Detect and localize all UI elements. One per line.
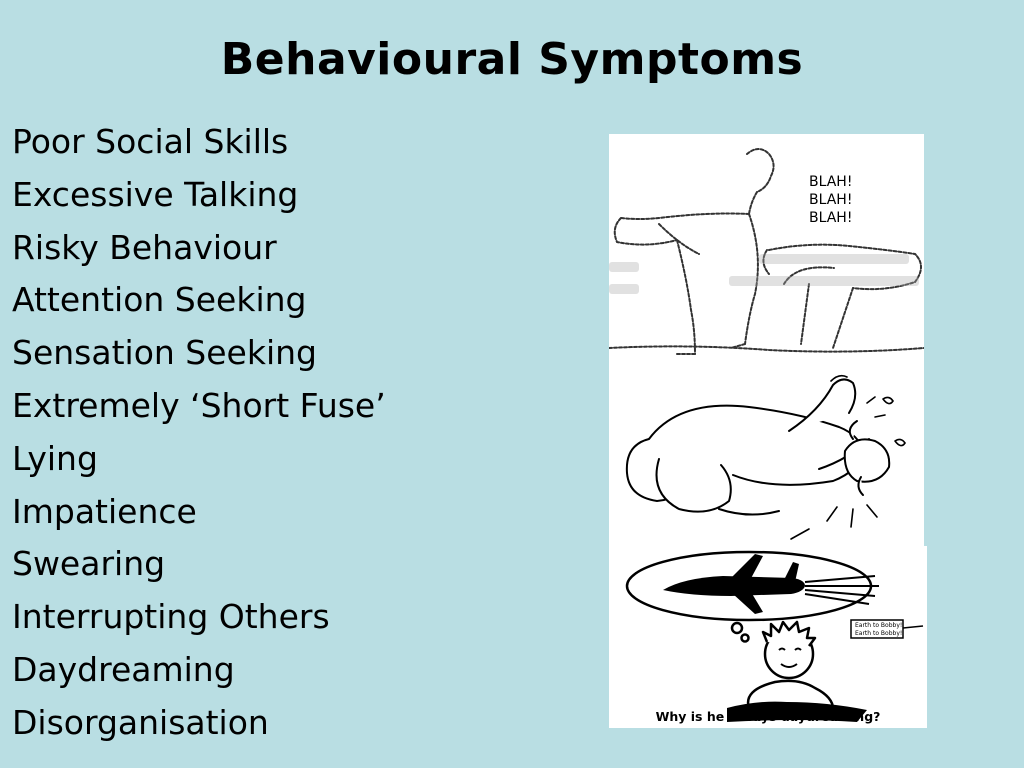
speech-line: BLAH! [809, 210, 853, 226]
tantrum-cartoon-drawing [609, 359, 924, 546]
talking-cartoon [609, 134, 924, 359]
symptom-item: Risky Behaviour [12, 227, 277, 267]
speech-line: BLAH! [809, 192, 853, 208]
speech-line: BLAH! [809, 174, 853, 190]
daydream-cartoon [609, 546, 927, 728]
symptom-item: Excessive Talking [12, 174, 299, 214]
symptom-item: Disorganisation [12, 702, 269, 742]
page-title: Behavioural Symptoms [220, 34, 804, 85]
note-line: Earth to Bobby! [855, 630, 903, 637]
symptom-item: Attention Seeking [12, 280, 307, 320]
talking-cartoon-drawing [609, 134, 924, 359]
symptom-item: Swearing [12, 544, 166, 584]
symptom-item: Extremely ‘Short Fuse’ [12, 385, 386, 425]
symptom-item: Sensation Seeking [12, 333, 317, 373]
tantrum-cartoon [609, 359, 924, 546]
symptom-item: Impatience [12, 491, 197, 531]
symptom-item: Poor Social Skills [12, 122, 289, 161]
symptom-item: Lying [12, 438, 98, 478]
symptom-list [12, 116, 386, 750]
daydream-caption: Why is he always daydreaming? [655, 709, 881, 724]
daydream-cartoon-drawing [609, 546, 927, 728]
symptom-item: Interrupting Others [12, 597, 330, 637]
symptom-item: Daydreaming [12, 649, 235, 689]
note-line: Earth to Bobby! [855, 622, 903, 629]
